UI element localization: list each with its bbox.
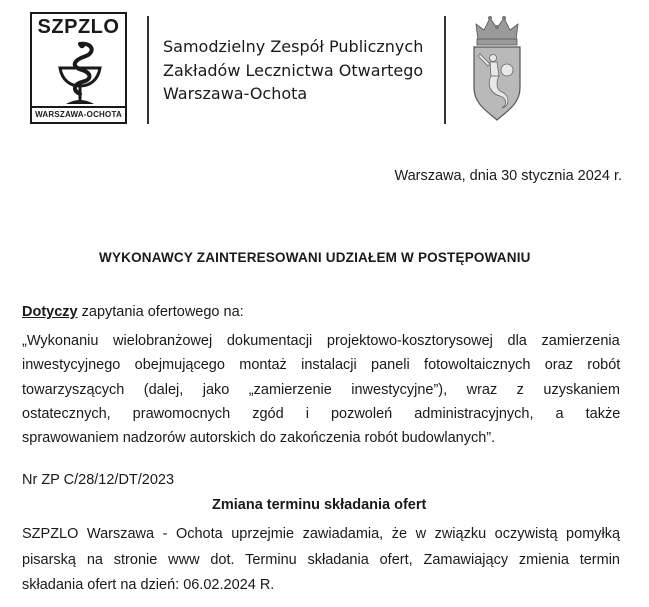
letter-heading: WYKONAWCY ZAINTERESOWANI UDZIAŁEM W POSTĘPOWANIU bbox=[99, 250, 531, 265]
quote-line: inwestycyjnego obejmującego montaż instalacji paneli fotowoltaicznych oraz robót bbox=[22, 357, 621, 374]
header-divider-right bbox=[444, 16, 446, 124]
warsaw-mermaid-coat-of-arms-icon bbox=[466, 14, 528, 124]
caduceus-bowl-of-hygieia-icon bbox=[52, 40, 108, 108]
quote-line: sprawowaniem nadzorów autorskich do zakończenia robót budowlanych”. bbox=[22, 430, 496, 447]
quote-line: towarzyszących (dalej, jako „zamierzenie inwestycyjne”), wraz z uzyskaniem bbox=[22, 381, 620, 398]
org-line: Zakładów Lecznictwa Otwartego bbox=[163, 60, 424, 80]
logo-title: SZPZLO bbox=[37, 16, 120, 38]
org-line: Samodzielny Zespół Publicznych bbox=[163, 37, 424, 56]
header-divider-left bbox=[147, 16, 149, 124]
subject-line bbox=[22, 304, 244, 320]
logo-subtitle: WARSZAWA-OCHOTA bbox=[32, 106, 125, 122]
szpzlo-logo bbox=[30, 12, 127, 124]
organization-name bbox=[163, 35, 423, 106]
quote-line: ostatecznych, prawomocnych zgód i pozwoleń administracyjnych, a także bbox=[22, 405, 621, 422]
quote-line: „Wykonaniu wielobranżowej dokumentacji projektowo-kosztorysowej dla zamierzenia bbox=[22, 333, 620, 349]
org-line: Warszawa-Ochota bbox=[163, 84, 308, 103]
notice-line: składania ofert na dzień: 06.02.2024 R. bbox=[22, 577, 275, 593]
letter-date: Warszawa, dnia 30 stycznia 2024 r. bbox=[394, 168, 622, 184]
reference-number: Nr ZP C/28/12/DT/2023 bbox=[22, 472, 175, 488]
subject-quote bbox=[22, 329, 620, 450]
subject-text: zapytania ofertowego na: bbox=[77, 304, 244, 320]
notice-line: pisarską na stronie www dot. Terminu składania ofert, Zamawiający zmienia termin bbox=[22, 551, 621, 568]
notice-line: SZPZLO Warszawa - Ochota uprzejmie zawiadamia, że w związku oczywistą pomyłką bbox=[22, 526, 621, 542]
subject-label: Dotyczy bbox=[22, 304, 78, 320]
change-title: Zmiana terminu składania ofert bbox=[212, 497, 427, 513]
notice-paragraph bbox=[22, 522, 620, 599]
